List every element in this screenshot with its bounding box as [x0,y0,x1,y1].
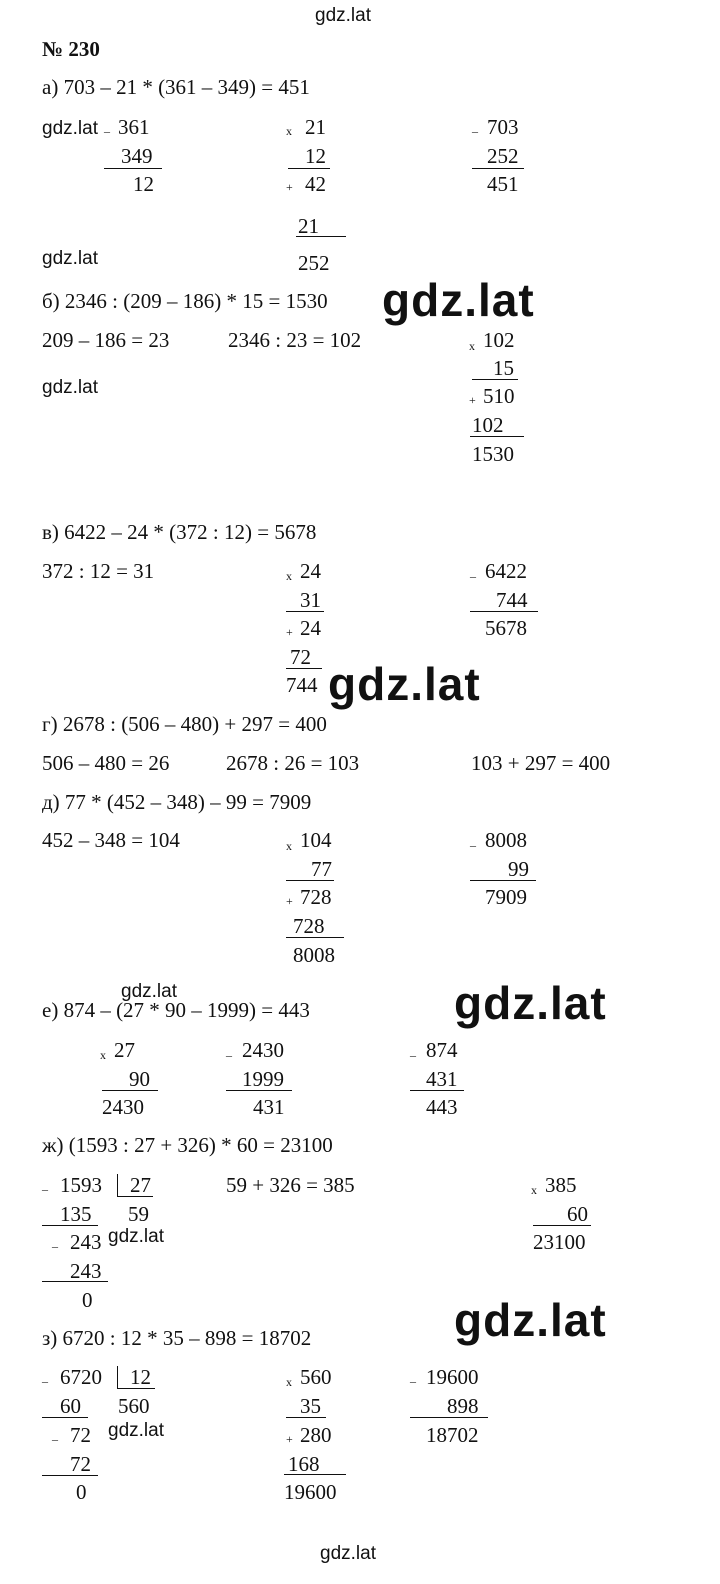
divisor: 12 [130,1365,151,1389]
number: 2430 [242,1038,284,1062]
number: 1593 [60,1173,102,1197]
plus-sign: + [286,180,293,194]
result-line [42,1281,108,1282]
number: 243 [70,1259,102,1283]
result-line [226,1090,292,1091]
watermark-small: gdz.lat [121,981,177,1002]
result-line [42,1225,98,1226]
number: 168 [288,1452,320,1476]
watermark-small: gdz.lat [42,118,98,139]
division-bar [117,1174,118,1196]
number: 443 [426,1095,458,1119]
watermark-big: gdz.lat [328,658,481,710]
number: 510 [483,384,515,408]
number: 0 [82,1288,93,1312]
quotient: 560 [118,1394,150,1418]
watermark-small: gdz.lat [42,377,98,398]
number: 60 [60,1394,81,1418]
watermark-big: gdz.lat [454,1294,607,1346]
number: 72 [290,645,311,669]
number: 102 [472,413,504,437]
quotient: 59 [128,1202,149,1226]
number: 744 [286,673,318,697]
number: 385 [545,1173,577,1197]
number: 60 [567,1202,588,1226]
number: 72 [70,1423,91,1447]
equation-e: е) 874 – (27 * 90 – 1999) = 443 [42,998,310,1022]
number: 23100 [533,1230,586,1254]
number: 35 [300,1394,321,1418]
number: 744 [496,588,528,612]
number: 8008 [485,828,527,852]
step: 372 : 12 = 31 [42,559,155,583]
result-line [410,1417,488,1418]
number: 898 [447,1394,479,1418]
number: 280 [300,1423,332,1447]
number: 31 [300,588,321,612]
minus-sign: _ [226,1044,232,1058]
result-line [104,168,162,169]
number: 72 [70,1452,91,1476]
minus-sign: _ [52,1235,58,1249]
result-line [296,236,346,237]
result-line [286,1417,326,1418]
watermark-bottom: gdz.lat [320,1543,376,1564]
number: 21 [305,115,326,139]
number: 451 [487,172,519,196]
times-sign: x [286,1375,292,1389]
number: 135 [60,1202,92,1226]
result-line [42,1417,88,1418]
watermark-small: gdz.lat [108,1226,164,1247]
step: 2678 : 26 = 103 [226,751,360,775]
equation-zh: ж) (1593 : 27 + 326) * 60 = 23100 [42,1133,333,1157]
divisor-line [117,1196,153,1197]
result-line [410,1090,464,1091]
number: 12 [305,144,326,168]
number: 6422 [485,559,527,583]
result-line [286,668,322,669]
step: 103 + 297 = 400 [471,751,611,775]
times-sign: x [286,839,292,853]
watermark-small: gdz.lat [108,1420,164,1441]
watermark-small: gdz.lat [42,248,98,269]
plus-sign: + [469,393,476,407]
minus-sign: _ [410,1044,416,1058]
plus-sign: + [286,1432,293,1446]
division-bar [117,1366,118,1388]
plus-sign: + [286,894,293,908]
number: 349 [121,144,153,168]
equation-d: д) 77 * (452 – 348) – 99 = 7909 [42,790,312,814]
equation-z: з) 6720 : 12 * 35 – 898 = 18702 [42,1326,312,1350]
number: 27 [114,1038,135,1062]
number: 24 [300,616,321,640]
minus-sign: _ [52,1428,58,1442]
watermark-big: gdz.lat [454,977,607,1029]
step: 452 – 348 = 104 [42,828,180,852]
step: 2346 : 23 = 102 [228,328,362,352]
number: 6720 [60,1365,102,1389]
number: 90 [129,1067,150,1091]
result-line [286,880,334,881]
divisor-line [117,1388,155,1389]
number: 252 [487,144,519,168]
result-line [472,379,518,380]
result-line [42,1475,98,1476]
number: 728 [300,885,332,909]
step: 59 + 326 = 385 [226,1173,355,1197]
result-line [470,436,524,437]
number: 1999 [242,1067,284,1091]
equation-v: в) 6422 – 24 * (372 : 12) = 5678 [42,520,317,544]
number: 560 [300,1365,332,1389]
number: 24 [300,559,321,583]
minus-sign: _ [470,565,476,579]
result-line [288,168,330,169]
minus-sign: _ [42,1370,48,1384]
minus-sign: _ [104,120,110,134]
number: 431 [426,1067,458,1091]
result-line [470,880,536,881]
result-line [472,168,524,169]
times-sign: x [286,569,292,583]
number: 243 [70,1230,102,1254]
number: 104 [300,828,332,852]
result-line [286,611,324,612]
result-line [102,1090,158,1091]
number: 42 [305,172,326,196]
number: 703 [487,115,519,139]
number: 77 [311,857,332,881]
times-sign: x [531,1183,537,1197]
number: 2430 [102,1095,144,1119]
problem-number: № 230 [42,37,100,61]
equation-b: б) 2346 : (209 – 186) * 15 = 1530 [42,289,328,313]
times-sign: x [100,1048,106,1062]
watermark-top: gdz.lat [315,5,371,26]
watermark-big: gdz.lat [382,274,535,326]
minus-sign: _ [472,120,478,134]
number: 19600 [284,1480,337,1504]
number: 12 [133,172,154,196]
number: 874 [426,1038,458,1062]
divisor: 27 [130,1173,151,1197]
minus-sign: _ [42,1178,48,1192]
minus-sign: _ [410,1370,416,1384]
number: 361 [118,115,150,139]
number: 1530 [472,442,514,466]
number: 728 [293,914,325,938]
result-line [533,1225,591,1226]
number: 18702 [426,1423,479,1447]
number: 99 [508,857,529,881]
times-sign: x [469,339,475,353]
number: 19600 [426,1365,479,1389]
number: 102 [483,328,515,352]
number: 252 [298,251,330,275]
result-line [286,937,344,938]
minus-sign: _ [470,834,476,848]
result-line [284,1474,346,1475]
equation-a: а) 703 – 21 * (361 – 349) = 451 [42,75,310,99]
plus-sign: + [286,625,293,639]
number: 8008 [293,943,335,967]
step: 209 – 186 = 23 [42,328,170,352]
number: 5678 [485,616,527,640]
number: 15 [493,356,514,380]
times-sign: x [286,124,292,138]
number: 431 [253,1095,285,1119]
step: 506 – 480 = 26 [42,751,170,775]
result-line [470,611,538,612]
number: 0 [76,1480,87,1504]
number: 21 [298,214,319,238]
number: 7909 [485,885,527,909]
equation-g: г) 2678 : (506 – 480) + 297 = 400 [42,712,327,736]
